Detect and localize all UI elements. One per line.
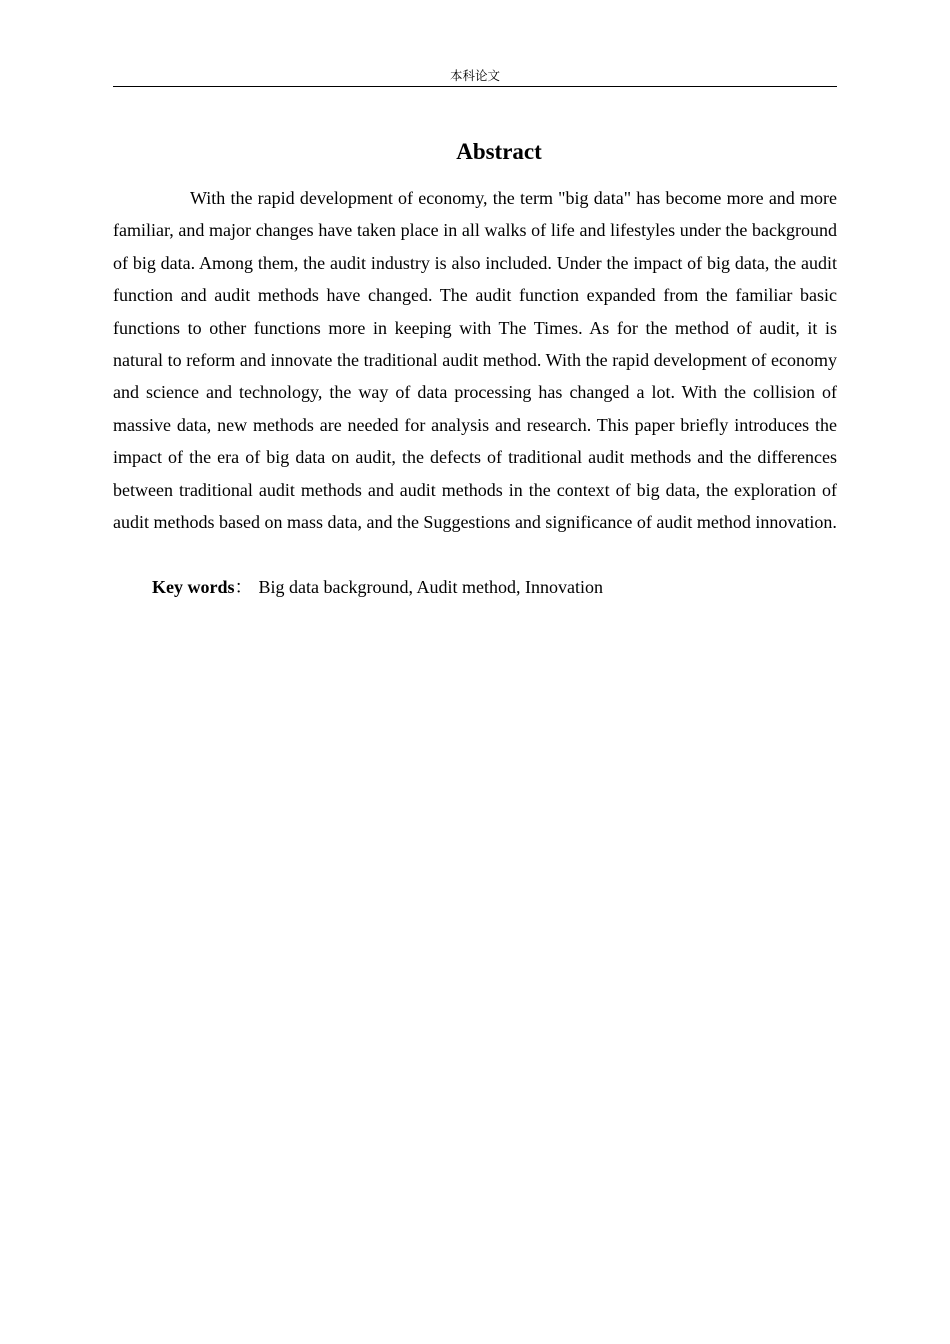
page-header [113, 66, 837, 87]
keywords-label: Key words [152, 577, 235, 597]
abstract-title: Abstract [456, 139, 542, 164]
abstract-body: With the rapid development of economy, the term "big data" has become more and more familiar, and major changes have taken place in all walks of life and lifestyles under the background of big data. Among them, the audit industry is also included. Under the impact of big data, the audit function and audit methods have changed. The audit function expanded from the familiar basic functions to other functions more in keeping with The Times. As for the method of audit, it is natural to reform and innovate the traditional audit method. With the rapid development of economy and science and technology, the way of data processing has changed a lot. With the collision of massive data, new methods are needed for analysis and research. This paper briefly introduces the impact of the era of big data on audit, the defects of traditional audit methods and the differences between traditional audit methods and audit methods in the context of big data, the exploration of audit methods based on mass data, and the Suggestions and significance of audit method innovation. [113, 188, 837, 533]
keywords-line [152, 571, 837, 603]
keywords-value: Big data background, Audit method, Innovation [258, 577, 603, 597]
page-header-text: 本科论文 [449, 68, 500, 83]
keywords-separator: ： [234, 577, 253, 597]
